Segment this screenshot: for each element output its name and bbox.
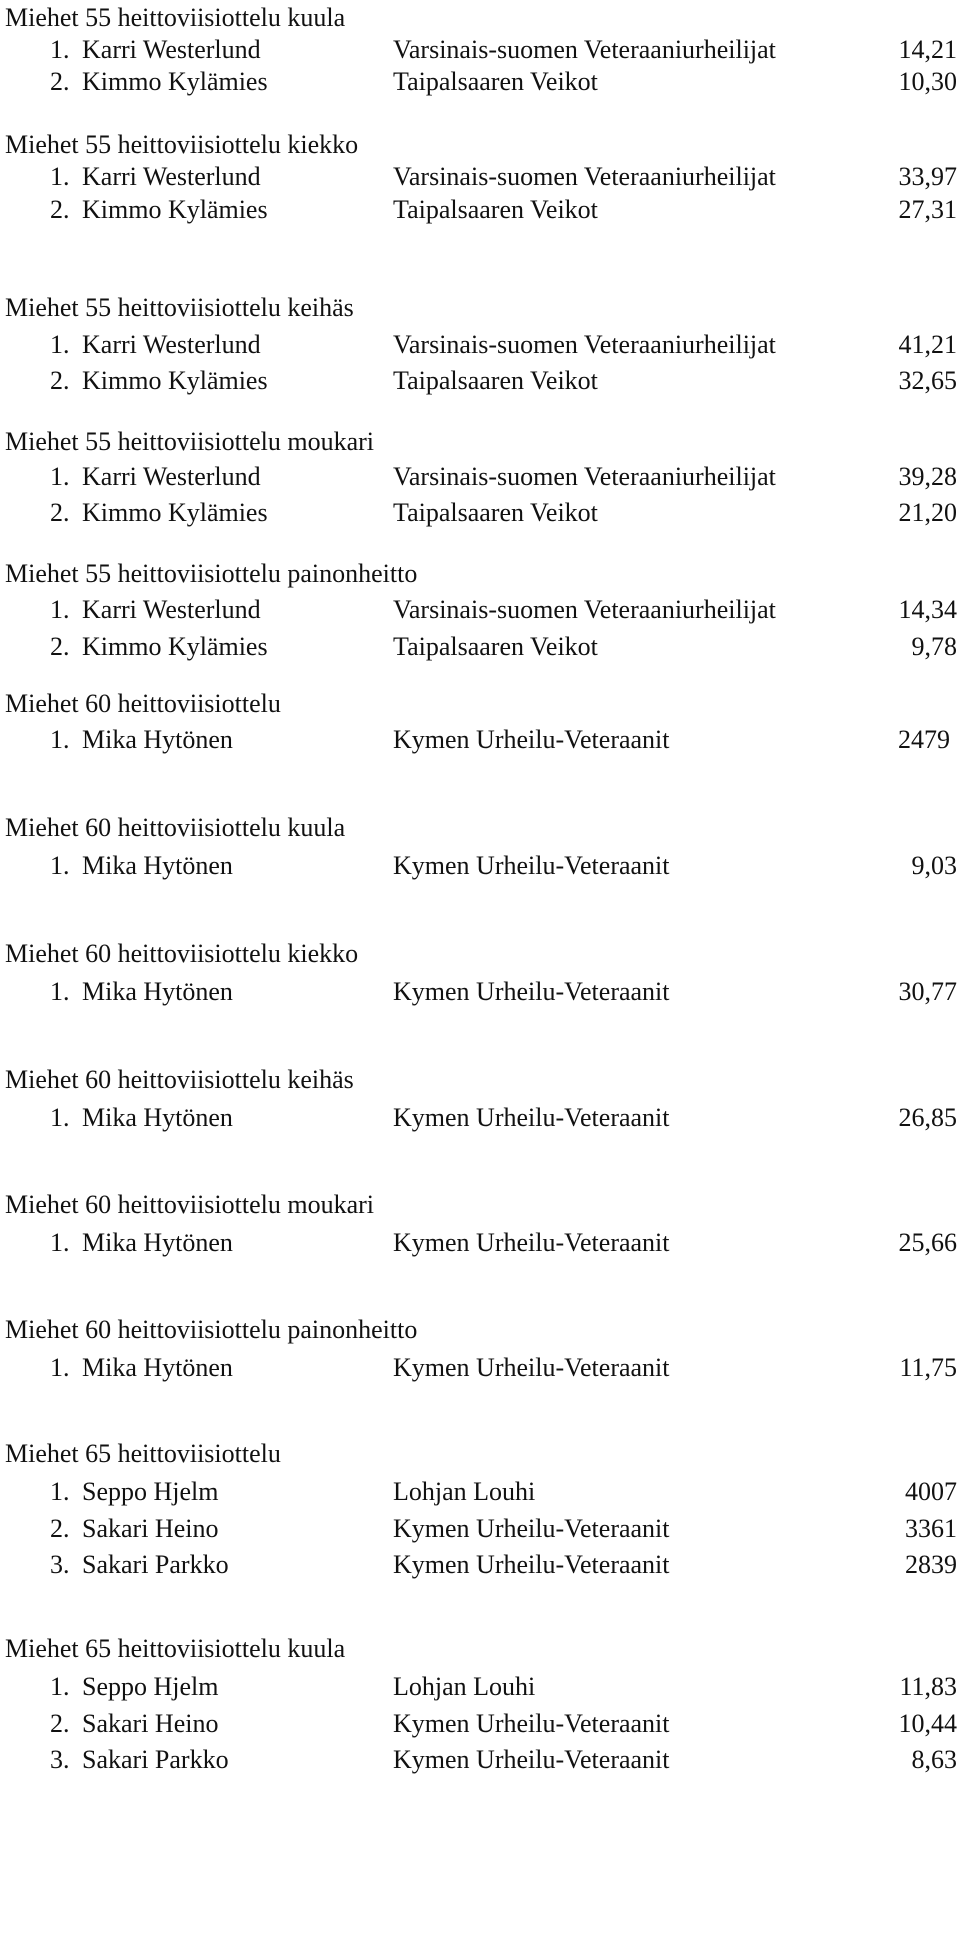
result-row xyxy=(0,495,960,531)
place: 1. xyxy=(50,462,70,491)
club-name: Taipalsaaren Veikot xyxy=(393,632,598,661)
club-name: Kymen Urheilu-Veteraanit xyxy=(393,1709,670,1738)
place: 1. xyxy=(50,162,70,191)
place: 2. xyxy=(50,195,70,224)
section-title: Miehet 60 heittoviisiottelu painonheitto xyxy=(5,1315,418,1344)
club-name: Kymen Urheilu-Veteraanit xyxy=(393,977,670,1006)
club-name: Varsinais-suomen Veteraaniurheilijat xyxy=(393,35,776,64)
result-row xyxy=(0,32,960,68)
athlete-name: Mika Hytönen xyxy=(82,1103,233,1132)
result-value: 4007 xyxy=(905,1477,957,1506)
result-value: 10,44 xyxy=(898,1709,957,1738)
athlete-name: Sakari Heino xyxy=(82,1709,219,1738)
result-value: 11,75 xyxy=(899,1353,957,1382)
result-value: 33,97 xyxy=(898,162,957,191)
place: 1. xyxy=(50,851,70,880)
result-row xyxy=(0,192,960,228)
club-name: Lohjan Louhi xyxy=(393,1672,536,1701)
result-value: 32,65 xyxy=(898,366,957,395)
section-title: Miehet 55 heittoviisiottelu moukari xyxy=(5,427,375,456)
result-value: 39,28 xyxy=(898,462,957,491)
place: 1. xyxy=(50,35,70,64)
athlete-name: Karri Westerlund xyxy=(82,162,261,191)
place: 1. xyxy=(50,1228,70,1257)
athlete-name: Kimmo Kylämies xyxy=(82,632,268,661)
club-name: Kymen Urheilu-Veteraanit xyxy=(393,1228,670,1257)
athlete-name: Kimmo Kylämies xyxy=(82,195,268,224)
athlete-name: Seppo Hjelm xyxy=(82,1477,219,1506)
club-name: Kymen Urheilu-Veteraanit xyxy=(393,1745,670,1774)
place: 2. xyxy=(50,67,70,96)
section-title: Miehet 60 heittoviisiottelu moukari xyxy=(5,1190,375,1219)
result-row xyxy=(0,1706,960,1742)
result-row xyxy=(0,629,960,665)
section-title: Miehet 60 heittoviisiottelu xyxy=(5,689,281,718)
place: 2. xyxy=(50,498,70,527)
result-row xyxy=(0,327,960,363)
result-value: 9,03 xyxy=(911,851,957,880)
athlete-name: Sakari Heino xyxy=(82,1514,219,1543)
club-name: Varsinais-suomen Veteraaniurheilijat xyxy=(393,162,776,191)
section-title: Miehet 60 heittoviisiottelu kuula xyxy=(5,813,346,842)
result-value: 14,34 xyxy=(898,595,957,624)
club-name: Kymen Urheilu-Veteraanit xyxy=(393,1103,670,1132)
club-name: Taipalsaaren Veikot xyxy=(393,366,598,395)
club-name: Varsinais-suomen Veteraaniurheilijat xyxy=(393,462,776,491)
result-row xyxy=(0,1474,960,1510)
result-value: 8,63 xyxy=(911,1745,957,1774)
athlete-name: Mika Hytönen xyxy=(82,977,233,1006)
result-value: 14,21 xyxy=(898,35,957,64)
section-title: Miehet 55 heittoviisiottelu kuula xyxy=(5,3,346,32)
club-name: Kymen Urheilu-Veteraanit xyxy=(393,1550,670,1579)
place: 2. xyxy=(50,1709,70,1738)
athlete-name: Mika Hytönen xyxy=(82,851,233,880)
athlete-name: Karri Westerlund xyxy=(82,595,261,624)
club-name: Kymen Urheilu-Veteraanit xyxy=(393,1353,670,1382)
section-title: Miehet 55 heittoviisiottelu kiekko xyxy=(5,130,359,159)
athlete-name: Sakari Parkko xyxy=(82,1550,229,1579)
athlete-name: Seppo Hjelm xyxy=(82,1672,219,1701)
section-title: Miehet 55 heittoviisiottelu painonheitto xyxy=(5,559,418,588)
result-row xyxy=(0,363,960,399)
place: 3. xyxy=(50,1550,70,1579)
place: 1. xyxy=(50,725,70,754)
athlete-name: Karri Westerlund xyxy=(82,330,261,359)
athlete-name: Mika Hytönen xyxy=(82,1353,233,1382)
place: 1. xyxy=(50,1672,70,1701)
club-name: Varsinais-suomen Veteraaniurheilijat xyxy=(393,595,776,624)
club-name: Varsinais-suomen Veteraaniurheilijat xyxy=(393,330,776,359)
result-row xyxy=(0,159,960,195)
result-value: 3361 xyxy=(905,1514,957,1543)
place: 3. xyxy=(50,1745,70,1774)
club-name: Kymen Urheilu-Veteraanit xyxy=(393,1514,670,1543)
place: 1. xyxy=(50,330,70,359)
place: 2. xyxy=(50,1514,70,1543)
place: 1. xyxy=(50,1103,70,1132)
section-title: Miehet 65 heittoviisiottelu kuula xyxy=(5,1634,346,1663)
place: 2. xyxy=(50,632,70,661)
club-name: Taipalsaaren Veikot xyxy=(393,67,598,96)
place: 2. xyxy=(50,366,70,395)
section-title: Miehet 55 heittoviisiottelu keihäs xyxy=(5,293,354,322)
athlete-name: Mika Hytönen xyxy=(82,725,233,754)
result-row xyxy=(0,592,960,628)
result-row xyxy=(0,1669,960,1705)
club-name: Lohjan Louhi xyxy=(393,1477,536,1506)
result-row xyxy=(0,848,960,884)
club-name: Kymen Urheilu-Veteraanit xyxy=(393,851,670,880)
result-row xyxy=(0,1100,960,1136)
result-row xyxy=(0,1225,960,1261)
result-value: 27,31 xyxy=(898,195,957,224)
section-title: Miehet 60 heittoviisiottelu keihäs xyxy=(5,1065,354,1094)
result-row xyxy=(0,459,960,495)
athlete-name: Kimmo Kylämies xyxy=(82,67,268,96)
result-row xyxy=(0,64,960,100)
result-row xyxy=(0,1350,960,1386)
place: 1. xyxy=(50,595,70,624)
result-row xyxy=(0,722,960,758)
place: 1. xyxy=(50,1353,70,1382)
place: 1. xyxy=(50,977,70,1006)
athlete-name: Sakari Parkko xyxy=(82,1745,229,1774)
result-value: 2479 xyxy=(898,725,950,754)
result-row xyxy=(0,1511,960,1547)
athlete-name: Kimmo Kylämies xyxy=(82,498,268,527)
club-name: Taipalsaaren Veikot xyxy=(393,498,598,527)
club-name: Kymen Urheilu-Veteraanit xyxy=(393,725,670,754)
club-name: Taipalsaaren Veikot xyxy=(393,195,598,224)
result-value: 21,20 xyxy=(898,498,957,527)
result-row xyxy=(0,1547,960,1583)
result-value: 2839 xyxy=(905,1550,957,1579)
result-row xyxy=(0,974,960,1010)
result-value: 10,30 xyxy=(898,67,957,96)
result-value: 25,66 xyxy=(898,1228,957,1257)
section-title: Miehet 60 heittoviisiottelu kiekko xyxy=(5,939,359,968)
result-value: 9,78 xyxy=(911,632,957,661)
result-row xyxy=(0,1742,960,1778)
section-title: Miehet 65 heittoviisiottelu xyxy=(5,1439,281,1468)
result-value: 11,83 xyxy=(899,1672,957,1701)
athlete-name: Karri Westerlund xyxy=(82,35,261,64)
athlete-name: Karri Westerlund xyxy=(82,462,261,491)
result-value: 30,77 xyxy=(898,977,957,1006)
result-value: 26,85 xyxy=(898,1103,957,1132)
athlete-name: Kimmo Kylämies xyxy=(82,366,268,395)
place: 1. xyxy=(50,1477,70,1506)
result-value: 41,21 xyxy=(898,330,957,359)
athlete-name: Mika Hytönen xyxy=(82,1228,233,1257)
